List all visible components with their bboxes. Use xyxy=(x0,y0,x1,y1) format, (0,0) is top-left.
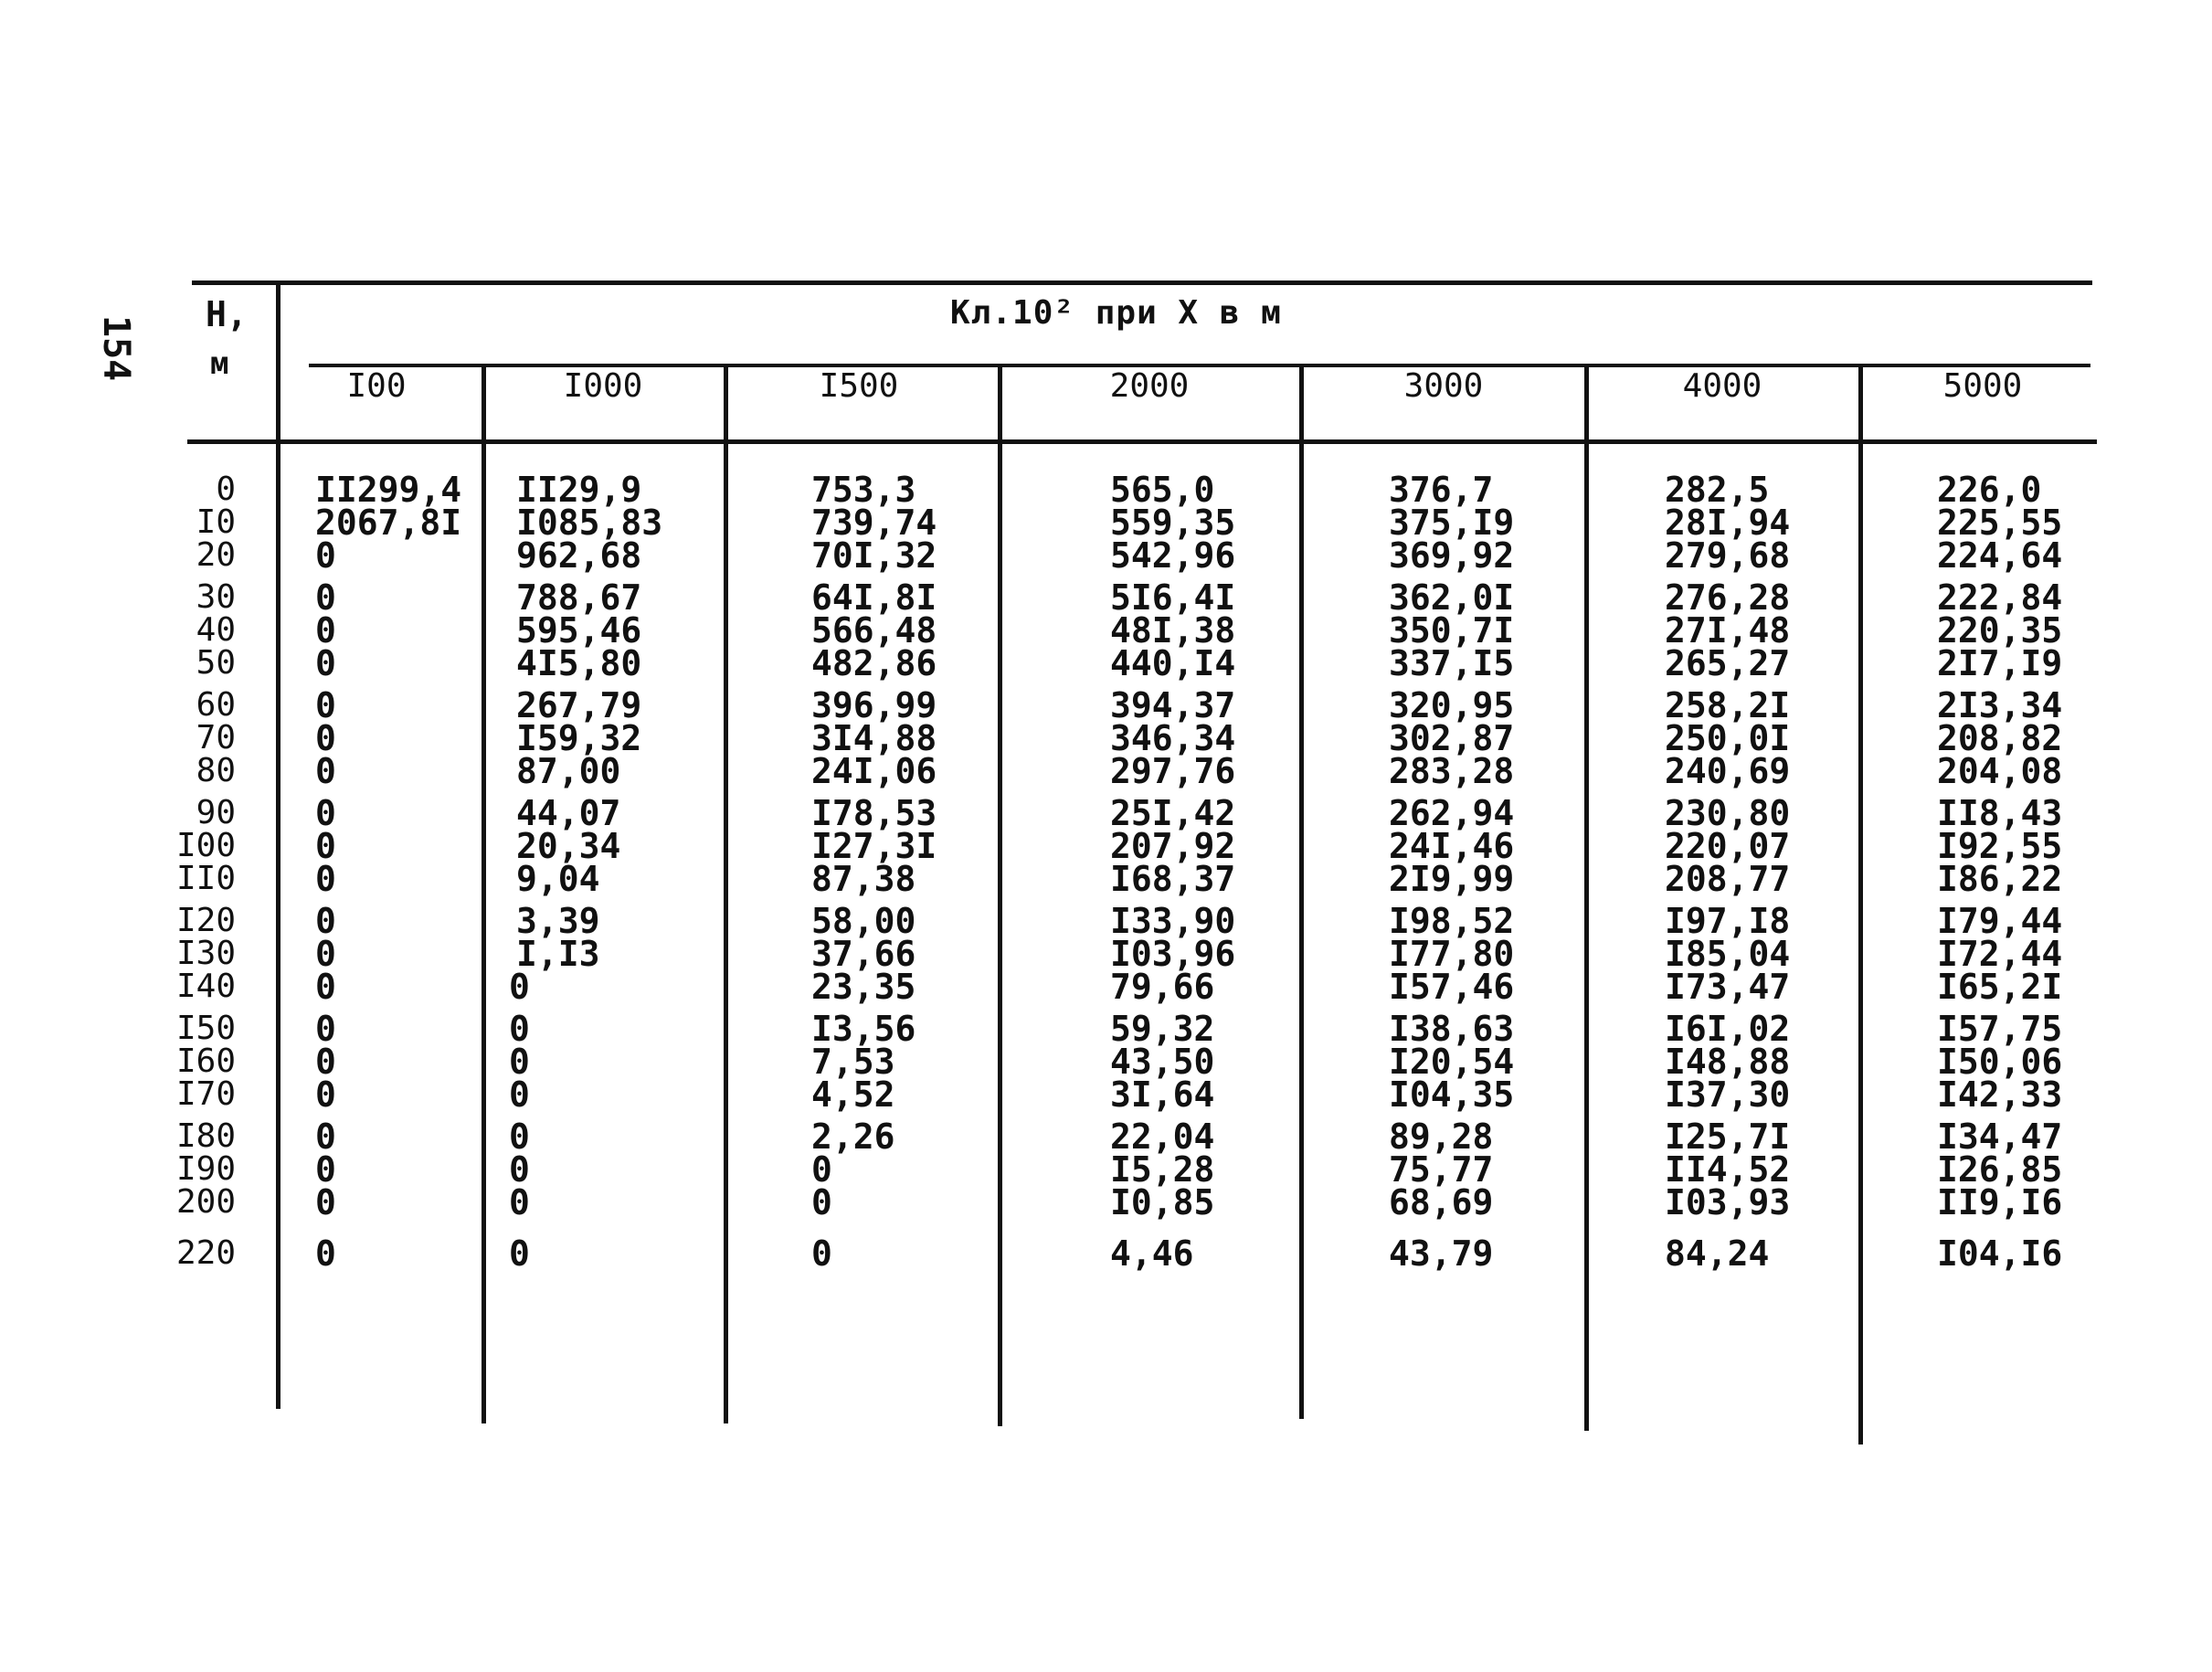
cell-x4000: II4,52 xyxy=(1665,1149,1791,1190)
column-divider-h xyxy=(276,280,280,1409)
h-value-cell: 200 xyxy=(175,1183,236,1221)
h-value-cell: 220 xyxy=(175,1234,236,1272)
column-header-3000: 3000 xyxy=(1403,367,1484,405)
cell-x1000: 267,79 xyxy=(516,685,642,725)
cell-x4000: 240,69 xyxy=(1665,751,1791,791)
cell-x5000: 226,0 xyxy=(1937,470,2042,510)
h-value-cell: 50 xyxy=(196,644,236,682)
cell-x1500: 23,35 xyxy=(811,967,916,1007)
cell-x1000: I,I3 xyxy=(516,934,600,974)
cell-x3000: 320,95 xyxy=(1389,685,1515,725)
cell-x1000: 0 xyxy=(509,1042,530,1082)
cell-x3000: 89,28 xyxy=(1389,1116,1494,1157)
cell-x2000: 440,I4 xyxy=(1110,643,1236,683)
cell-x1500: 70I,32 xyxy=(811,535,937,576)
cell-x3000: 337,I5 xyxy=(1389,643,1515,683)
cell-x2000: 3I,64 xyxy=(1110,1074,1215,1115)
cell-x4000: 230,80 xyxy=(1665,793,1791,833)
h-value-cell: I60 xyxy=(175,1042,236,1080)
cell-x4000: I73,47 xyxy=(1665,967,1791,1007)
cell-x3000: I04,35 xyxy=(1389,1074,1515,1115)
column-divider-100 xyxy=(482,364,486,1423)
cell-x1500: 7,53 xyxy=(811,1042,895,1082)
cell-x3000: I77,80 xyxy=(1389,934,1515,974)
cell-x4000: I25,7I xyxy=(1665,1116,1791,1157)
cell-x100: 0 xyxy=(315,793,336,833)
cell-x4000: 265,27 xyxy=(1665,643,1791,683)
cell-x100: 0 xyxy=(315,1149,336,1190)
cell-x1500: 58,00 xyxy=(811,901,916,941)
h-column-label: Н, xyxy=(206,294,248,334)
cell-x3000: 68,69 xyxy=(1389,1182,1494,1222)
cell-x1000: 0 xyxy=(509,1009,530,1049)
cell-x100: 0 xyxy=(315,685,336,725)
cell-x100: 0 xyxy=(315,901,336,941)
cell-x4000: 258,2I xyxy=(1665,685,1791,725)
cell-x100: 0 xyxy=(315,1116,336,1157)
cell-x3000: 375,I9 xyxy=(1389,503,1515,543)
cell-x4000: I85,04 xyxy=(1665,934,1791,974)
cell-x4000: 27I,48 xyxy=(1665,610,1791,651)
column-divider-1000 xyxy=(724,364,728,1423)
cell-x3000: I57,46 xyxy=(1389,967,1515,1007)
cell-x1000: 0 xyxy=(509,1233,530,1274)
cell-x1500: I3,56 xyxy=(811,1009,916,1049)
column-header-1000: I000 xyxy=(563,367,643,405)
h-value-cell: I80 xyxy=(175,1117,236,1155)
cell-x100: 0 xyxy=(315,718,336,758)
h-value-cell: I70 xyxy=(175,1075,236,1113)
cell-x4000: I6I,02 xyxy=(1665,1009,1791,1049)
cell-x2000: 297,76 xyxy=(1110,751,1236,791)
cell-x3000: 376,7 xyxy=(1389,470,1494,510)
cell-x1500: 0 xyxy=(811,1233,832,1274)
cell-x1000: 87,00 xyxy=(516,751,621,791)
cell-x100: 0 xyxy=(315,1233,336,1274)
cell-x2000: 542,96 xyxy=(1110,535,1236,576)
cell-x1000: 3,39 xyxy=(516,901,600,941)
cell-x5000: II9,I6 xyxy=(1937,1182,2063,1222)
cell-x5000: I42,33 xyxy=(1937,1074,2063,1115)
cell-x100: 0 xyxy=(315,859,336,899)
cell-x2000: 43,50 xyxy=(1110,1042,1215,1082)
cell-x2000: 394,37 xyxy=(1110,685,1236,725)
cell-x4000: I03,93 xyxy=(1665,1182,1791,1222)
h-value-cell: 20 xyxy=(196,536,236,574)
h-value-cell: I30 xyxy=(175,935,236,972)
cell-x3000: 283,28 xyxy=(1389,751,1515,791)
cell-x1500: 0 xyxy=(811,1182,832,1222)
cell-x4000: 276,28 xyxy=(1665,577,1791,618)
cell-x5000: 2I7,I9 xyxy=(1937,643,2063,683)
cell-x2000: I03,96 xyxy=(1110,934,1236,974)
cell-x1500: 739,74 xyxy=(811,503,937,543)
header-bottom-rule xyxy=(187,439,2097,444)
cell-x100: 0 xyxy=(315,1009,336,1049)
cell-x4000: 220,07 xyxy=(1665,826,1791,866)
cell-x2000: I68,37 xyxy=(1110,859,1236,899)
cell-x4000: I97,I8 xyxy=(1665,901,1791,941)
cell-x4000: 250,0I xyxy=(1665,718,1791,758)
cell-x100: 0 xyxy=(315,643,336,683)
cell-x2000: 25I,42 xyxy=(1110,793,1236,833)
cell-x1500: 396,99 xyxy=(811,685,937,725)
cell-x100: 0 xyxy=(315,535,336,576)
cell-x5000: 220,35 xyxy=(1937,610,2063,651)
cell-x1500: 37,66 xyxy=(811,934,916,974)
cell-x1500: 482,86 xyxy=(811,643,937,683)
h-value-cell: II0 xyxy=(175,860,236,897)
cell-x4000: 28I,94 xyxy=(1665,503,1791,543)
cell-x2000: I5,28 xyxy=(1110,1149,1215,1190)
column-header-100: I00 xyxy=(346,367,407,405)
h-value-cell: 40 xyxy=(196,611,236,649)
cell-x1000: 0 xyxy=(509,1149,530,1190)
column-divider-1500 xyxy=(998,364,1002,1426)
cell-x3000: I20,54 xyxy=(1389,1042,1515,1082)
h-value-cell: 90 xyxy=(196,794,236,831)
cell-x4000: 282,5 xyxy=(1665,470,1770,510)
cell-x3000: 2I9,99 xyxy=(1389,859,1515,899)
h-value-cell: I90 xyxy=(175,1150,236,1188)
cell-x1000: 44,07 xyxy=(516,793,621,833)
cell-x3000: 362,0I xyxy=(1389,577,1515,618)
cell-x3000: 24I,46 xyxy=(1389,826,1515,866)
cell-x3000: 302,87 xyxy=(1389,718,1515,758)
h-value-cell: I50 xyxy=(175,1010,236,1047)
cell-x1000: 4I5,80 xyxy=(516,643,642,683)
cell-x1000: I59,32 xyxy=(516,718,642,758)
cell-x1500: 0 xyxy=(811,1149,832,1190)
cell-x2000: 59,32 xyxy=(1110,1009,1215,1049)
h-value-cell: I0 xyxy=(196,503,236,541)
column-header-4000: 4000 xyxy=(1682,367,1762,405)
cell-x1000: 0 xyxy=(509,967,530,1007)
cell-x100: 0 xyxy=(315,934,336,974)
cell-x1500: 2,26 xyxy=(811,1116,895,1157)
cell-x5000: I04,I6 xyxy=(1937,1233,2063,1274)
cell-x5000: 225,55 xyxy=(1937,503,2063,543)
cell-x5000: I50,06 xyxy=(1937,1042,2063,1082)
cell-x3000: 350,7I xyxy=(1389,610,1515,651)
cell-x1000: 9,04 xyxy=(516,859,600,899)
cell-x4000: 84,24 xyxy=(1665,1233,1770,1274)
table-top-rule xyxy=(192,280,2092,285)
cell-x1000: 0 xyxy=(509,1116,530,1157)
cell-x3000: 75,77 xyxy=(1389,1149,1494,1190)
cell-x100: 0 xyxy=(315,1182,336,1222)
cell-x100: 0 xyxy=(315,1074,336,1115)
cell-x1500: 87,38 xyxy=(811,859,916,899)
cell-x3000: 369,92 xyxy=(1389,535,1515,576)
cell-x5000: I86,22 xyxy=(1937,859,2063,899)
cell-x5000: I34,47 xyxy=(1937,1116,2063,1157)
h-value-cell: 60 xyxy=(196,686,236,724)
cell-x2000: 207,92 xyxy=(1110,826,1236,866)
cell-x5000: 204,08 xyxy=(1937,751,2063,791)
cell-x1500: I27,3I xyxy=(811,826,937,866)
cell-x100: 0 xyxy=(315,751,336,791)
cell-x1000: 0 xyxy=(509,1182,530,1222)
cell-x2000: 565,0 xyxy=(1110,470,1215,510)
h-value-cell: 80 xyxy=(196,752,236,789)
cell-x5000: I26,85 xyxy=(1937,1149,2063,1190)
cell-x2000: 5I6,4I xyxy=(1110,577,1236,618)
cell-x4000: 208,77 xyxy=(1665,859,1791,899)
h-value-cell: 0 xyxy=(216,471,236,508)
cell-x3000: I98,52 xyxy=(1389,901,1515,941)
cell-x4000: I48,88 xyxy=(1665,1042,1791,1082)
cell-x100: 0 xyxy=(315,1042,336,1082)
cell-x100: 0 xyxy=(315,826,336,866)
cell-x2000: 48I,38 xyxy=(1110,610,1236,651)
h-value-cell: I40 xyxy=(175,968,236,1005)
cell-x100: 0 xyxy=(315,577,336,618)
column-divider-2000 xyxy=(1299,364,1304,1419)
cell-x100: 0 xyxy=(315,610,336,651)
cell-x1500: 566,48 xyxy=(811,610,937,651)
cell-x5000: I79,44 xyxy=(1937,901,2063,941)
cell-x1500: 753,3 xyxy=(811,470,916,510)
cell-x3000: 262,94 xyxy=(1389,793,1515,833)
cell-x1000: 0 xyxy=(509,1074,530,1115)
cell-x2000: 79,66 xyxy=(1110,967,1215,1007)
cell-x5000: I57,75 xyxy=(1937,1009,2063,1049)
cell-x1500: 64I,8I xyxy=(811,577,937,618)
cell-x100: II299,4 xyxy=(315,470,462,510)
table-title: Кл.10² при X в м xyxy=(950,294,1282,332)
cell-x5000: 208,82 xyxy=(1937,718,2063,758)
h-unit-label: м xyxy=(210,345,229,382)
cell-x3000: I38,63 xyxy=(1389,1009,1515,1049)
column-header-1500: I500 xyxy=(819,367,899,405)
cell-x2000: 559,35 xyxy=(1110,503,1236,543)
cell-x5000: 2I3,34 xyxy=(1937,685,2063,725)
cell-x100: 2067,8I xyxy=(315,503,462,543)
column-divider-4000 xyxy=(1858,364,1863,1444)
cell-x100: 0 xyxy=(315,967,336,1007)
cell-x1000: 788,67 xyxy=(516,577,642,618)
cell-x5000: I72,44 xyxy=(1937,934,2063,974)
cell-x1500: I78,53 xyxy=(811,793,937,833)
cell-x2000: I33,90 xyxy=(1110,901,1236,941)
cell-x5000: 222,84 xyxy=(1937,577,2063,618)
cell-x2000: 22,04 xyxy=(1110,1116,1215,1157)
cell-x2000: 4,46 xyxy=(1110,1233,1194,1274)
h-value-cell: 30 xyxy=(196,578,236,616)
cell-x2000: I0,85 xyxy=(1110,1182,1215,1222)
cell-x1500: 24I,06 xyxy=(811,751,937,791)
cell-x5000: I92,55 xyxy=(1937,826,2063,866)
cell-x1500: 4,52 xyxy=(811,1074,895,1115)
h-value-cell: 70 xyxy=(196,719,236,757)
column-header-2000: 2000 xyxy=(1109,367,1190,405)
cell-x3000: 43,79 xyxy=(1389,1233,1494,1274)
cell-x4000: 279,68 xyxy=(1665,535,1791,576)
cell-x1000: 20,34 xyxy=(516,826,621,866)
cell-x5000: 224,64 xyxy=(1937,535,2063,576)
cell-x1500: 3I4,88 xyxy=(811,718,937,758)
page-number: 154 xyxy=(95,315,137,382)
cell-x4000: I37,30 xyxy=(1665,1074,1791,1115)
h-value-cell: I00 xyxy=(175,827,236,864)
cell-x1000: I085,83 xyxy=(516,503,663,543)
cell-x5000: II8,43 xyxy=(1937,793,2063,833)
cell-x5000: I65,2I xyxy=(1937,967,2063,1007)
cell-x1000: II29,9 xyxy=(516,470,642,510)
cell-x2000: 346,34 xyxy=(1110,718,1236,758)
cell-x1000: 595,46 xyxy=(516,610,642,651)
h-value-cell: I20 xyxy=(175,902,236,939)
cell-x1000: 962,68 xyxy=(516,535,642,576)
column-header-5000: 5000 xyxy=(1942,367,2023,405)
column-divider-3000 xyxy=(1584,364,1589,1431)
